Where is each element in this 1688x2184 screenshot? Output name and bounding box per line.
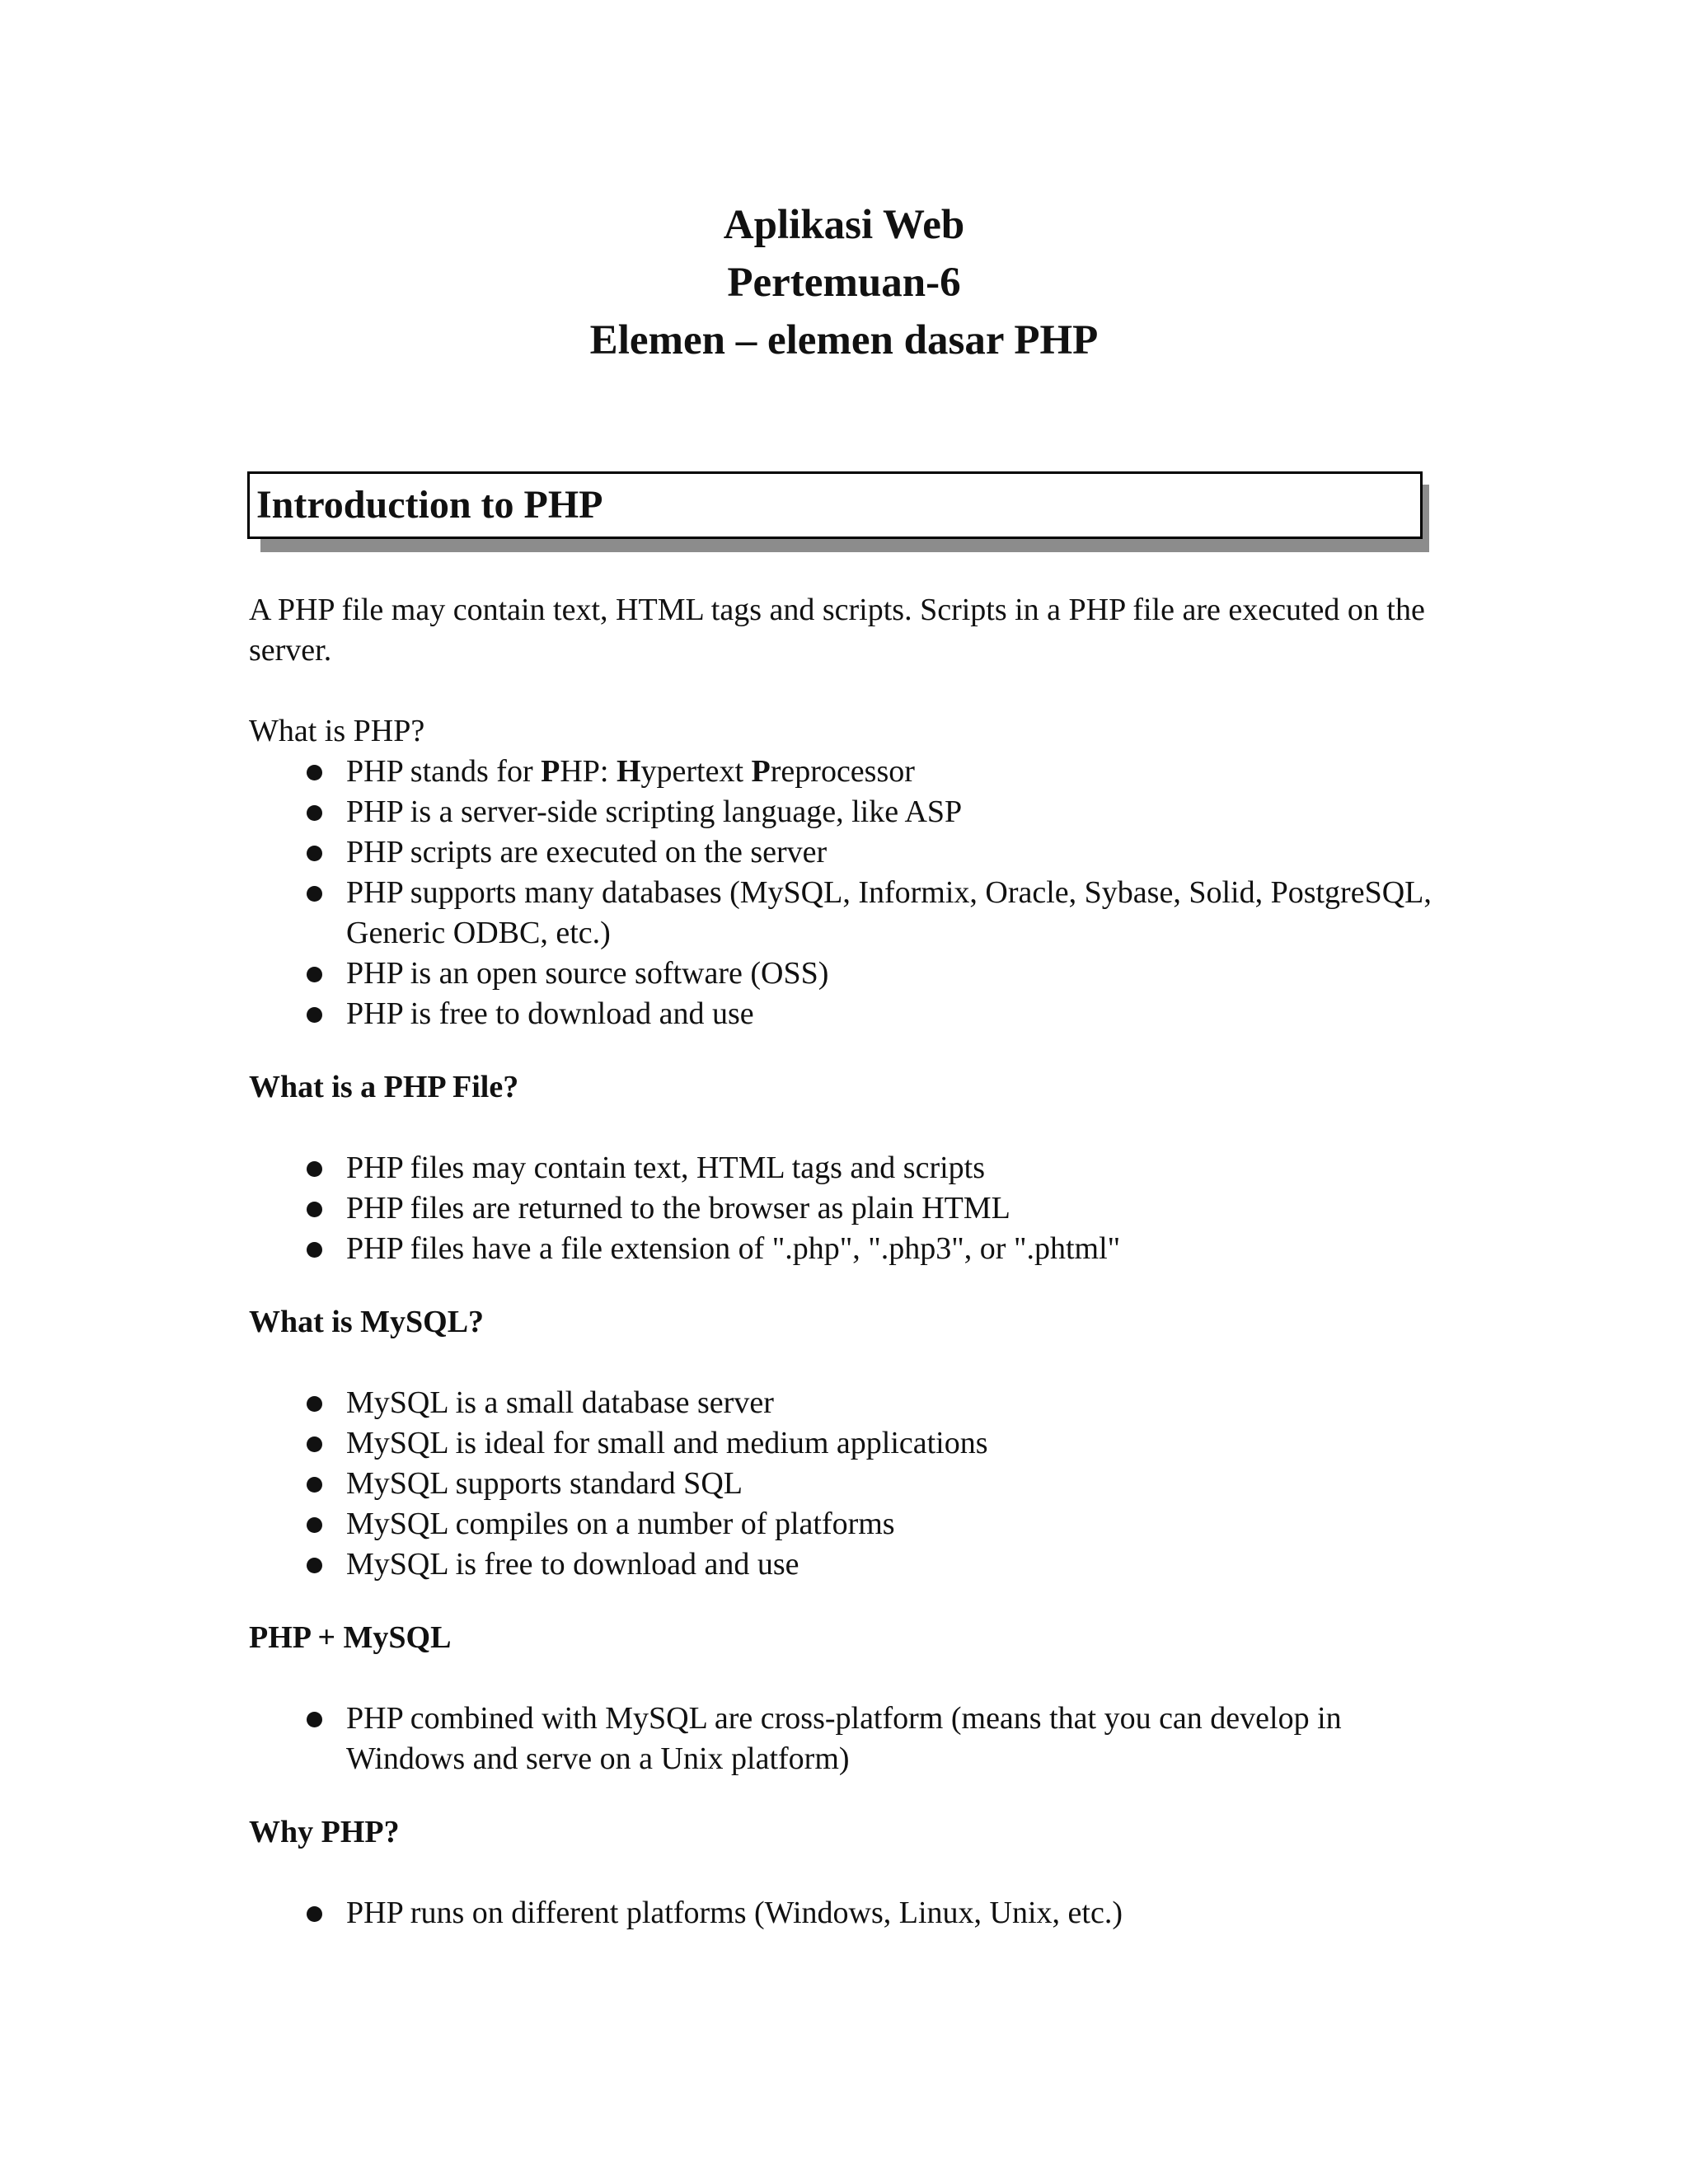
bullet-icon (307, 1161, 322, 1177)
intro-paragraph: A PHP file may contain text, HTML tags and scripts. Scripts in a PHP file are executed on the server. (249, 593, 1425, 668)
bullet-icon (307, 765, 322, 780)
document-title (0, 196, 1688, 369)
list-item: PHP scripts are executed on the server (249, 832, 1436, 873)
bullet-icon (307, 1712, 322, 1727)
bullet-icon (307, 1477, 322, 1493)
bullet-icon (307, 1202, 322, 1217)
list-item: MySQL is a small database server (249, 1383, 1436, 1423)
list-item: PHP files have a file extension of ".php", ".php3", or ".phtml" (249, 1229, 1436, 1269)
bullet-icon (307, 1007, 322, 1023)
list-item: MySQL supports standard SQL (249, 1464, 1436, 1504)
bullet-icon (307, 967, 322, 982)
mysql-heading: What is MySQL? (249, 1305, 485, 1339)
title-topic: Elemen – elemen dasar PHP (589, 317, 1099, 363)
php-mysql-heading: PHP + MySQL (249, 1620, 452, 1655)
list-item: PHP is an open source software (OSS) (249, 954, 1436, 994)
title-course: Aplikasi Web (723, 202, 965, 248)
bullet-icon (307, 1242, 322, 1258)
list-item: MySQL is ideal for small and medium applications (249, 1423, 1436, 1464)
bullet-icon (307, 1517, 322, 1533)
php-file-heading: What is a PHP File? (249, 1070, 519, 1104)
php-file-list (249, 1148, 1436, 1269)
list-item: PHP is a server-side scripting language, like ASP (249, 792, 1436, 832)
bullet-icon (307, 1396, 322, 1412)
bullet-icon (307, 886, 322, 902)
bullet-icon (307, 1906, 322, 1922)
why-php-heading: Why PHP? (249, 1815, 400, 1849)
list-item: PHP is free to download and use (249, 994, 1436, 1034)
list-item: MySQL is free to download and use (249, 1544, 1436, 1585)
mysql-list (249, 1383, 1436, 1585)
title-meeting: Pertemuan-6 (727, 260, 961, 306)
list-item: MySQL compiles on a number of platforms (249, 1504, 1436, 1544)
list-item: PHP files are returned to the browser as plain HTML (249, 1188, 1436, 1229)
section-heading: Introduction to PHP (247, 471, 1423, 539)
what-is-php-label: What is PHP? (249, 714, 425, 748)
document-body (249, 590, 1436, 1933)
bullet-icon (307, 805, 322, 821)
list-item: PHP runs on different platforms (Windows, Linux, Unix, etc.) (249, 1893, 1436, 1933)
why-php-list (249, 1893, 1436, 1933)
list-item: PHP files may contain text, HTML tags and scripts (249, 1148, 1436, 1188)
section-heading-box (247, 471, 1429, 554)
php-mysql-list (249, 1699, 1436, 1779)
bullet-icon (307, 846, 322, 861)
list-item: PHP supports many databases (MySQL, Informix, Oracle, Sybase, Solid, PostgreSQL, Generic ODBC, etc.) (249, 873, 1436, 954)
bullet-icon (307, 1558, 322, 1573)
list-item: PHP combined with MySQL are cross-platform (means that you can develop in Windows and serve on a Unix platform) (249, 1699, 1436, 1779)
list-item: PHP stands for PHP: Hypertext Preprocessor (249, 752, 1436, 792)
what-is-php-list (249, 752, 1436, 1034)
bullet-icon (307, 1436, 322, 1452)
